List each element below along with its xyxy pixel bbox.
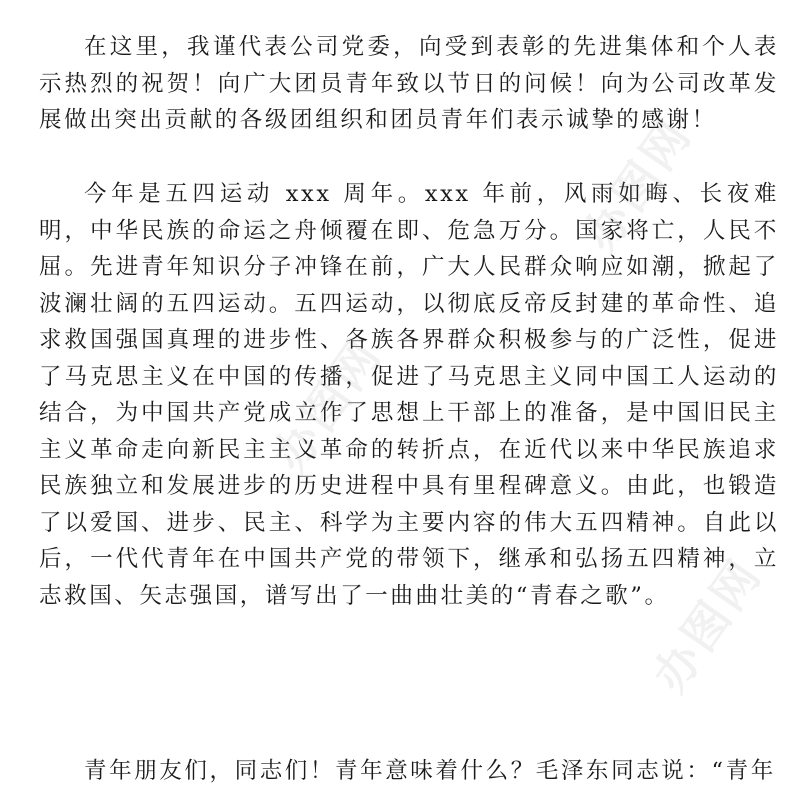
watermark: 办图网 — [642, 547, 773, 702]
paragraph-may-fourth-movement: 今年是五四运动 xxx 周年。xxx 年前，风雨如晦、长夜难明，中华民族的命运之舟倾覆在即、危急万分。国家将亡，人民不屈。先进青年知识分子冲锋在前，广大人民群众响应如潮，掀起了波澜壮阔的五四运动。五四运动，以彻底反帝反封建的革命性、追求救国强国真理的进步性、各族各界群众积极参与的广泛性，促进了马克思主义在中国的传播，促进了马克思主义同中国工人运动的结合，为中国共产党成立作了思想上干部上的准备，是中国旧民主主义革命走向新民主主义革命的转折点，在近代以来中华民族追求民族独立和发展进步的历史进程中具有里程碑意义。由此，也锻造了以爱国、进步、民主、科学为主要内容的伟大五四精神。自此以后，一代代青年在中国共产党的带领下，继承和弘扬五四精神，立志救国、矢志强国，谱写出了一曲曲壮美的“青春之歌”。 — [39, 181, 779, 609]
paragraph-congratulations: 在这里，我谨代表公司党委，向受到表彰的先进集体和个人表示热烈的祝贺！向广大团员青年致以节日的问候！向为公司改革发展做出突出贡献的各级团组织和团员青年们表示诚挚的感谢！ — [39, 34, 779, 133]
watermark: 办图网 — [262, 327, 393, 482]
paragraph-youth-meaning: 青年朋友们，同志们！青年意味着什么？毛泽东同志说：“青年 — [84, 758, 776, 784]
watermark: 办图网 — [572, 107, 703, 262]
